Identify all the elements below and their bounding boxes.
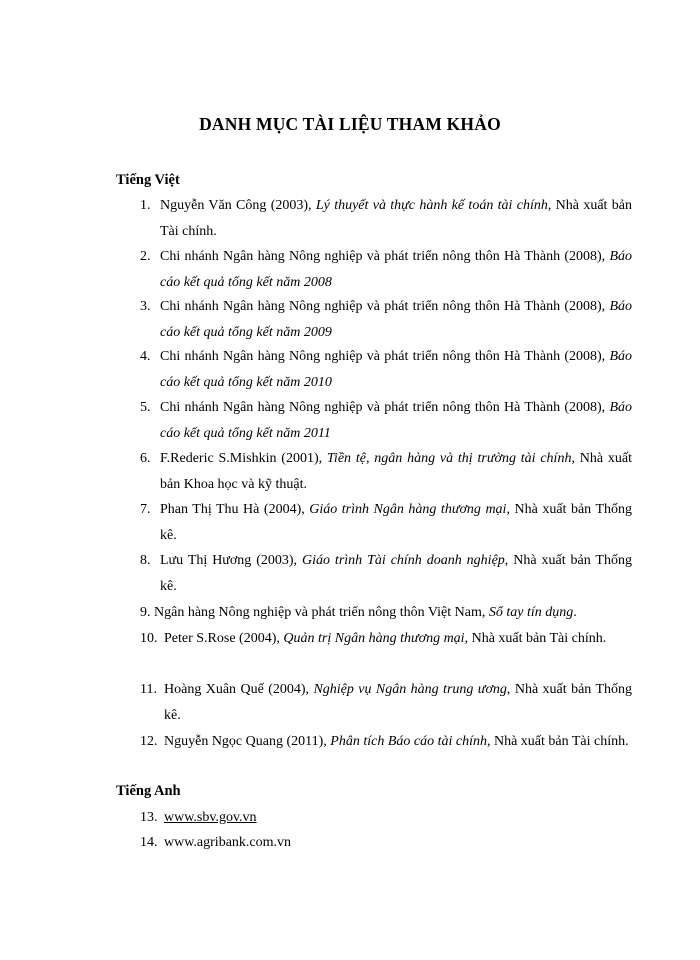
reference-item [140, 244, 632, 296]
website-link[interactable]: www.sbv.gov.vn [164, 810, 257, 825]
website-item [140, 805, 632, 831]
reference-author: Chi nhánh Ngân hàng Nông nghiệp và phát triển nông thôn Hà Thành (2008), [160, 349, 610, 364]
reference-title: Nghiệp vụ Ngân hàng trung ương [313, 682, 507, 697]
reference-item [140, 677, 632, 729]
reference-author: Nguyễn Ngọc Quang (2011), [164, 734, 331, 749]
reference-title: Lý thuyết và thực hành kế toán tài chính [315, 198, 548, 213]
reference-author: Peter S.Rose (2004), [164, 631, 284, 646]
section-heading-vietnamese: Tiếng Việt [116, 172, 180, 188]
website-text: www.agribank.com.vn [164, 835, 292, 850]
reference-number: 1. [140, 198, 151, 213]
website-item [140, 830, 632, 856]
reference-number: 4. [140, 349, 151, 364]
reference-author: Lưu Thị Hương (2003), [160, 553, 302, 568]
reference-title: Tiền tệ, ngân hàng và thị trường tài chính [326, 451, 572, 466]
reference-number: 10. [140, 631, 158, 646]
reference-title: Báo cáo kết quả tổng kết năm 2011 [160, 400, 632, 441]
reference-item [140, 446, 632, 498]
reference-publisher: , Nhà xuất bản Thống kê. [160, 502, 632, 543]
reference-number: 7. [140, 502, 151, 517]
reference-author: Chi nhánh Ngân hàng Nông nghiệp và phát triển nông thôn Hà Thành (2008), [160, 400, 610, 415]
reference-title: Báo cáo kết quả tổng kết năm 2008 [160, 249, 632, 290]
reference-item [140, 344, 632, 396]
reference-number: 11. [140, 682, 157, 697]
reference-author: Ngân hàng Nông nghiệp và phát triển nông thôn Việt Nam, [154, 605, 489, 620]
reference-author: Nguyễn Văn Công (2003), [160, 198, 316, 213]
reference-author: Hoàng Xuân Quế (2004), [164, 682, 314, 697]
reference-item [140, 626, 632, 652]
reference-publisher: , Nhà xuất bản Tài chính. [486, 734, 629, 749]
reference-item [140, 548, 632, 600]
reference-title: Giáo trình Ngân hàng thương mại [309, 502, 507, 517]
reference-author: Chi nhánh Ngân hàng Nông nghiệp và phát triển nông thôn Hà Thành (2008), [160, 299, 610, 314]
reference-publisher: , Nhà xuất bản Tài chính. [464, 631, 607, 646]
reference-publisher: , Nhà xuất bản Thống kê. [164, 682, 632, 723]
reference-item [140, 193, 632, 245]
page-title: DANH MỤC TÀI LIỆU THAM KHẢO [199, 114, 501, 134]
reference-publisher: , Nhà xuất bản Thống kê. [160, 553, 632, 594]
section-heading-english: Tiếng Anh [116, 783, 181, 799]
reference-item [140, 294, 632, 346]
reference-item [140, 497, 632, 549]
reference-item [140, 600, 632, 626]
reference-title: Quản trị Ngân hàng thương mại [283, 631, 465, 646]
reference-title: Báo cáo kết quả tổng kết năm 2010 [160, 349, 632, 390]
reference-item [140, 729, 632, 755]
reference-publisher: . [573, 605, 577, 620]
reference-title: Giáo trình Tài chính doanh nghiệp [302, 553, 505, 568]
reference-title: Sổ tay tín dụng [488, 605, 574, 620]
reference-title: Báo cáo kết quả tổng kết năm 2009 [160, 299, 632, 340]
reference-number: 5. [140, 400, 151, 415]
reference-number: 14. [140, 835, 158, 850]
reference-number: 8. [140, 553, 151, 568]
reference-publisher: , Nhà xuất bản Khoa học và kỹ thuật. [160, 451, 633, 492]
reference-number: 2. [140, 249, 151, 264]
reference-number: 3. [140, 299, 151, 314]
reference-author: Phan Thị Thu Hà (2004), [160, 502, 310, 517]
reference-number: 6. [140, 451, 151, 466]
reference-author: Chi nhánh Ngân hàng Nông nghiệp và phát triển nông thôn Hà Thành (2008), [160, 249, 610, 264]
reference-number: 13. [140, 810, 158, 825]
reference-title: Phân tích Báo cáo tài chính [330, 734, 487, 749]
reference-author: F.Rederic S.Mishkin (2001), [160, 451, 327, 466]
reference-number: 9. [140, 605, 151, 620]
reference-number: 12. [140, 734, 158, 749]
reference-item [140, 395, 632, 447]
reference-publisher: , Nhà xuất bản Tài chính. [160, 198, 632, 239]
